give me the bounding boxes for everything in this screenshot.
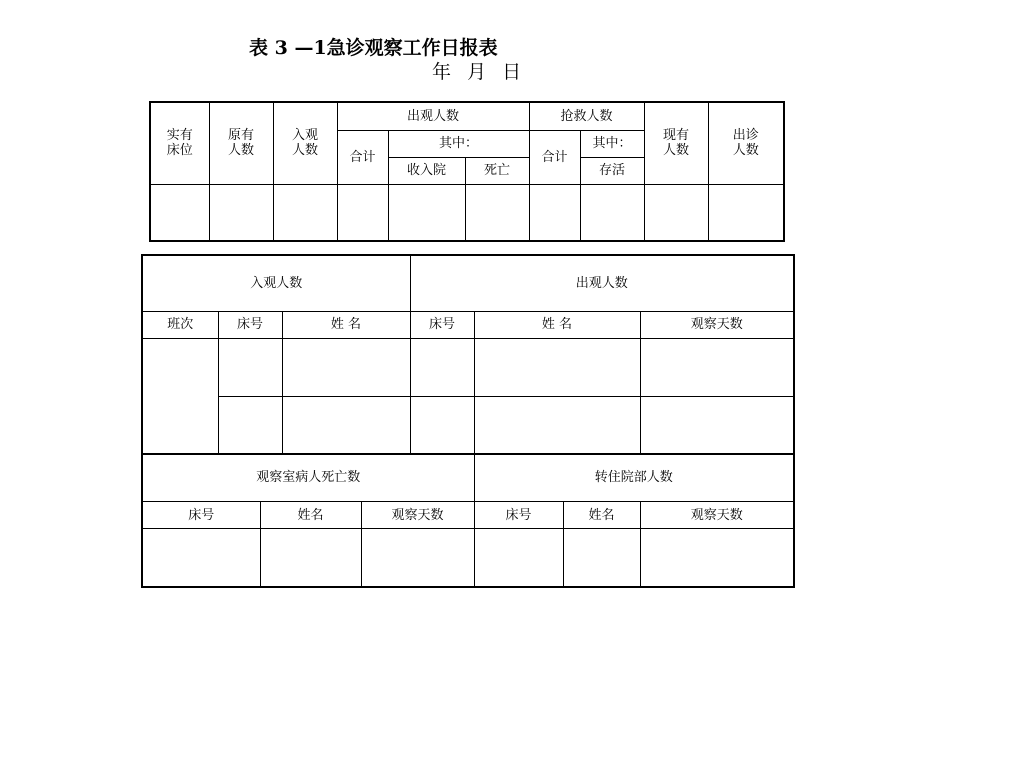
header-rescue-group: 抢救人数 [529, 102, 644, 130]
summary-cell[interactable] [150, 184, 209, 241]
column-name: 姓 名 [282, 311, 410, 338]
deaths-header: 观察室病人死亡数 [142, 454, 474, 502]
summary-cell[interactable] [580, 184, 644, 241]
column-bed-number: 床号 [218, 311, 282, 338]
column-bed-number: 床号 [410, 311, 474, 338]
header-rescue-total: 合计 [529, 130, 580, 184]
column-name: 姓名 [260, 502, 361, 529]
header-discharged-of-which: 其中： [388, 130, 529, 157]
table-cell[interactable] [474, 338, 640, 396]
discharged-header: 出观人数 [410, 255, 794, 311]
date-month-label: 月 [467, 61, 487, 83]
table-cell[interactable] [640, 529, 794, 587]
header-current-count: 现有 人数 [644, 102, 708, 184]
transfers-header: 转住院部人数 [474, 454, 794, 502]
column-bed-number: 床号 [474, 502, 563, 529]
header-rescue-of-which: 其中： [580, 130, 644, 157]
header-outpatient-count: 出诊 人数 [708, 102, 784, 184]
header-discharged-total: 合计 [337, 130, 388, 184]
header-died: 死亡 [465, 157, 529, 184]
header-discharged-group: 出观人数 [337, 102, 529, 130]
column-observation-days: 观察天数 [640, 502, 794, 529]
summary-cell[interactable] [465, 184, 529, 241]
summary-cell[interactable] [388, 184, 465, 241]
shift-cell[interactable] [142, 338, 218, 454]
summary-cell[interactable] [337, 184, 388, 241]
table-cell[interactable] [640, 396, 794, 454]
summary-cell[interactable] [209, 184, 273, 241]
summary-table [149, 101, 785, 242]
header-admitted-count: 入观 人数 [273, 102, 337, 184]
summary-cell[interactable] [708, 184, 784, 241]
table-cell[interactable] [640, 338, 794, 396]
summary-cell[interactable] [644, 184, 708, 241]
summary-cell[interactable] [529, 184, 580, 241]
column-bed-number: 床号 [142, 502, 260, 529]
table-cell[interactable] [474, 529, 563, 587]
date-year-label: 年 [432, 61, 452, 83]
events-table [141, 453, 795, 588]
table-cell[interactable] [282, 338, 410, 396]
column-name: 姓名 [563, 502, 640, 529]
column-name: 姓 名 [474, 311, 640, 338]
table-cell[interactable] [218, 396, 282, 454]
header-survived: 存活 [580, 157, 644, 184]
column-shift: 班次 [142, 311, 218, 338]
table-cell[interactable] [142, 529, 260, 587]
table-cell[interactable] [474, 396, 640, 454]
report-date [432, 60, 521, 84]
summary-cell[interactable] [273, 184, 337, 241]
shift-table [141, 254, 795, 455]
column-observation-days: 观察天数 [640, 311, 794, 338]
table-cell[interactable] [282, 396, 410, 454]
table-cell[interactable] [410, 338, 474, 396]
header-original-count: 原有 人数 [209, 102, 273, 184]
column-observation-days: 观察天数 [361, 502, 474, 529]
table-cell[interactable] [361, 529, 474, 587]
header-actual-beds: 实有 床位 [150, 102, 209, 184]
table-cell[interactable] [260, 529, 361, 587]
table-cell[interactable] [410, 396, 474, 454]
admitted-header: 入观人数 [142, 255, 410, 311]
table-cell[interactable] [563, 529, 640, 587]
date-day-label: 日 [502, 61, 522, 83]
page-title: 表 3 —1急诊观察工作日报表 [249, 37, 498, 59]
table-cell[interactable] [218, 338, 282, 396]
header-hospitalized: 收入院 [388, 157, 465, 184]
